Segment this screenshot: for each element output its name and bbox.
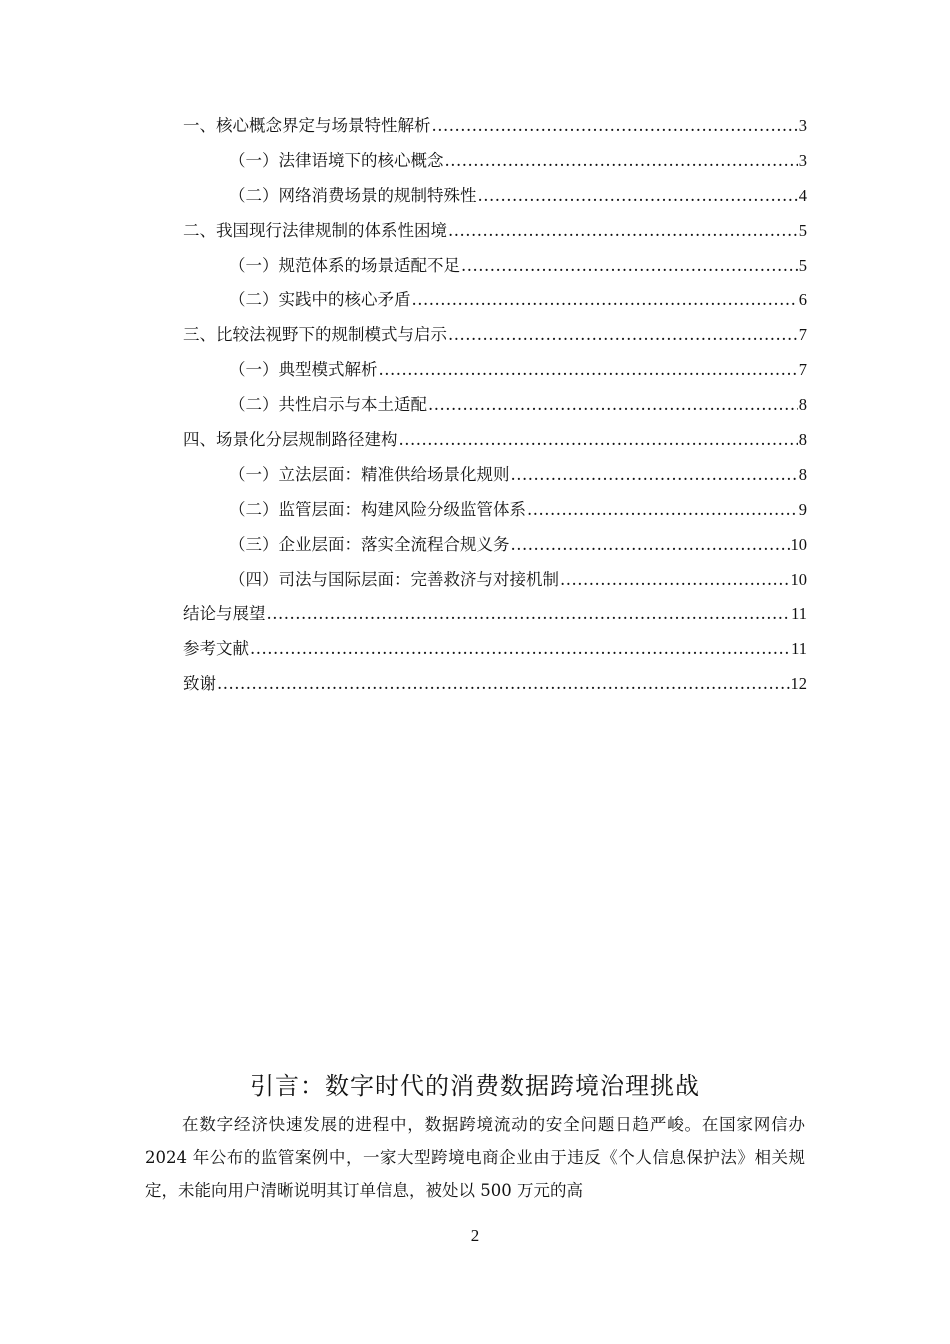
- toc-dot-leader: [511, 535, 790, 554]
- toc-entry-title: 参考文献: [183, 639, 249, 659]
- toc-dot-leader: [267, 604, 791, 623]
- toc-entry[interactable]: [183, 531, 807, 566]
- toc-entry-title: 四、场景化分层规制路径建构: [183, 430, 398, 450]
- toc-dot-leader: [527, 500, 798, 519]
- toc-dot-leader: [412, 290, 798, 309]
- toc-dot-leader: [461, 256, 798, 275]
- toc-entry-page: 10: [790, 534, 807, 554]
- toc-entry-title: （二）共性启示与本土适配: [229, 395, 427, 415]
- toc-entry-title: 二、我国现行法律规制的体系性困境: [183, 220, 447, 240]
- toc-entry-title: （四）司法与国际层面：完善救济与对接机制: [229, 569, 559, 589]
- toc-entry-page: 5: [798, 255, 807, 275]
- toc-entry-page: 8: [798, 430, 807, 450]
- toc-entry-page: 6: [798, 290, 807, 310]
- toc-entry[interactable]: [183, 426, 807, 461]
- toc-entry-page: 7: [798, 325, 807, 345]
- toc-entry[interactable]: [183, 286, 807, 321]
- toc-entry-title: （二）实践中的核心矛盾: [229, 290, 411, 310]
- toc-entry[interactable]: [183, 182, 807, 217]
- toc-dot-leader: [217, 674, 790, 693]
- toc-entry-page: 4: [798, 185, 807, 205]
- toc-entry[interactable]: [183, 112, 807, 147]
- toc-dot-leader: [560, 570, 790, 589]
- toc-entry[interactable]: [183, 496, 807, 531]
- toc-entry-page: 10: [790, 569, 807, 589]
- toc-entry-title: （二）监管层面：构建风险分级监管体系: [229, 499, 526, 519]
- toc-entry-page: 11: [791, 604, 807, 624]
- toc-entry-page: 8: [798, 395, 807, 415]
- toc-entry-title: 致谢: [183, 674, 216, 694]
- toc-dot-leader: [448, 221, 798, 240]
- toc-entry-title: （一）规范体系的场景适配不足: [229, 255, 460, 275]
- toc-dot-leader: [478, 186, 798, 205]
- toc-dot-leader: [428, 395, 798, 414]
- toc-entry[interactable]: [183, 635, 807, 670]
- toc-dot-leader: [379, 360, 798, 379]
- toc-entry-title: 结论与展望: [183, 604, 266, 624]
- toc-entry-title: （一）立法层面：精准供给场景化规则: [229, 464, 510, 484]
- page-number: 2: [470, 1226, 480, 1245]
- toc-dot-leader: [511, 465, 798, 484]
- toc-dot-leader: [432, 116, 798, 135]
- toc-entry-title: 三、比较法视野下的规制模式与启示: [183, 325, 447, 345]
- toc-dot-leader: [399, 430, 798, 449]
- toc-entry-page: 11: [791, 639, 807, 659]
- toc-entry-page: 9: [798, 499, 807, 519]
- toc-entry-page: 3: [798, 116, 807, 135]
- toc-dot-leader: [250, 639, 790, 658]
- table-of-contents: [183, 112, 807, 705]
- toc-entry[interactable]: [183, 147, 807, 182]
- toc-entry-title: （一）法律语境下的核心概念: [229, 150, 444, 170]
- toc-entry-page: 3: [798, 150, 807, 170]
- toc-dot-leader: [445, 151, 798, 170]
- toc-entry[interactable]: [183, 252, 807, 287]
- toc-entry[interactable]: [183, 356, 807, 391]
- toc-entry[interactable]: [183, 566, 807, 601]
- toc-entry-title: （三）企业层面：落实全流程合规义务: [229, 534, 510, 554]
- toc-entry[interactable]: [183, 600, 807, 635]
- section-heading: 引言：数字时代的消费数据跨境治理挑战: [250, 1072, 700, 1100]
- toc-entry[interactable]: [183, 217, 807, 252]
- toc-entry-title: （一）典型模式解析: [229, 360, 378, 380]
- body-paragraph: 在数字经济快速发展的进程中，数据跨境流动的安全问题日趋严峻。在国家网信办 2024 年公布的监管案例中，一家大型跨境电商企业由于违反《个人信息保护法》相关规定，未能向用户清晰说明其订单信息，被处以 500 万元的高: [145, 1115, 805, 1200]
- toc-entry-page: 5: [798, 220, 807, 240]
- toc-entry[interactable]: [183, 670, 807, 705]
- toc-dot-leader: [448, 325, 798, 344]
- toc-entry[interactable]: [183, 321, 807, 356]
- toc-entry[interactable]: [183, 391, 807, 426]
- toc-entry-page: 12: [790, 674, 807, 694]
- toc-entry-title: 一、核心概念界定与场景特性解析: [183, 116, 431, 135]
- toc-entry[interactable]: [183, 461, 807, 496]
- toc-entry-page: 8: [798, 464, 807, 484]
- toc-entry-page: 7: [798, 360, 807, 380]
- toc-entry-title: （二）网络消费场景的规制特殊性: [229, 185, 477, 205]
